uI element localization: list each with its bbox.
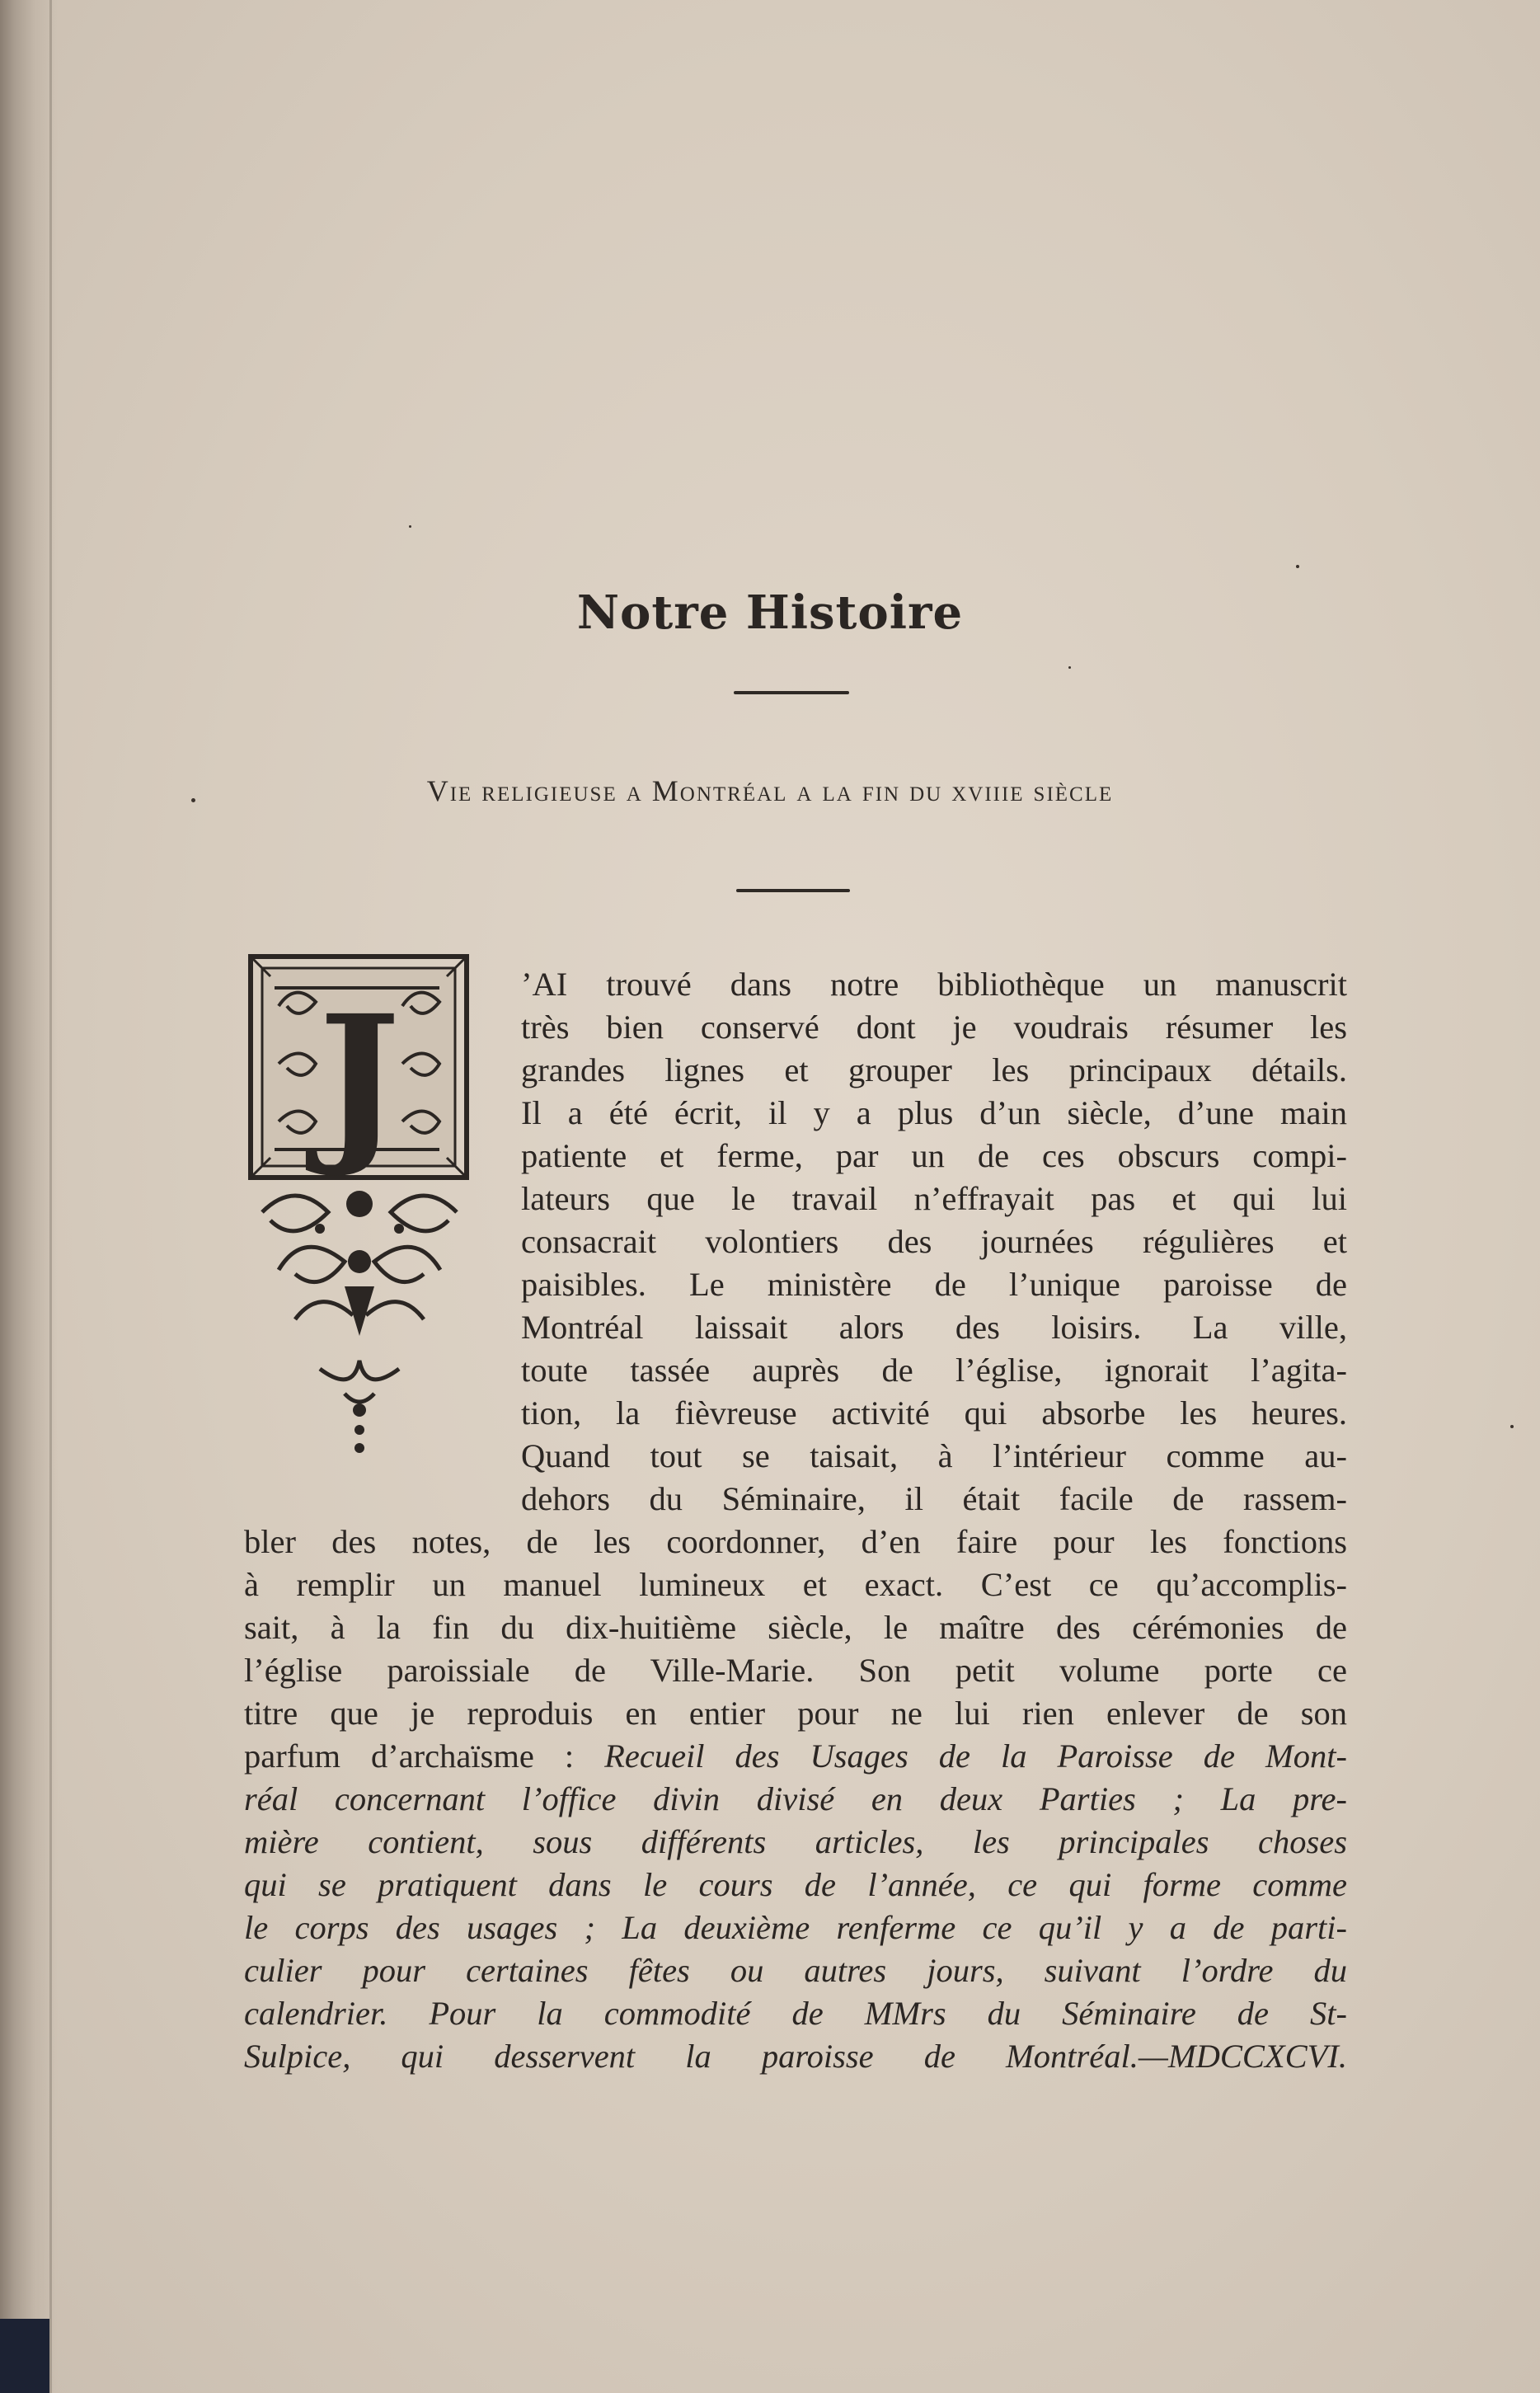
text-line: dehors du Séminaire, il était facile de rassem- (521, 1480, 1347, 1517)
page-subtitle: Vie religieuse a Montréal a la fin du xviiie siècle (426, 774, 1114, 807)
text-line: patiente et ferme, par un de ces obscurs compi- (521, 1137, 1347, 1174)
italic-segment: Recueil des Usages de la Paroisse de Mont- (604, 1737, 1347, 1775)
text-line: très bien conservé dont je voudrais résumer les (521, 1008, 1347, 1046)
title-rule (734, 691, 849, 694)
body-text (244, 963, 1347, 2101)
speck (1510, 1425, 1514, 1428)
text-line: ’AI trouvé dans notre bibliothèque un manuscrit (521, 966, 1347, 1003)
text-line-mixed (244, 1735, 1347, 1778)
text-line: titre que je reproduis en entier pour ne lui rien enlever de son (244, 1695, 1347, 1732)
text-segment: parfum d’archaïsme : (244, 1737, 605, 1775)
speck (1296, 565, 1299, 568)
text-line: Il a été écrit, il y a plus d’un siècle, d’une main (521, 1094, 1347, 1131)
text-line: paisibles. Le ministère de l’unique paroisse de (521, 1266, 1347, 1303)
text-line: Sulpice, qui desservent la paroisse de Montréal.—MDCCXCVI. (244, 2038, 1347, 2075)
text-line: le corps des usages ; La deuxième renferme ce qu’il y a de parti- (244, 1909, 1347, 1946)
text-line: toute tassée auprès de l’église, ignorait l’agita- (521, 1352, 1347, 1389)
text-line: l’église paroissiale de Ville-Marie. Son petit volume porte ce (244, 1652, 1347, 1689)
gutter-line (49, 0, 52, 2393)
page-title: Notre Histoire (576, 585, 964, 640)
speck (409, 525, 411, 528)
svg-text:J: J (318, 977, 401, 1181)
text-line: mière contient, sous différents articles, les principales choses (244, 1823, 1347, 1860)
text-line: culier pour certaines fêtes ou autres jours, suivant l’ordre du (244, 1952, 1347, 1989)
text-line: qui se pratiquent dans le cours de l’année, ce qui forme comme (244, 1866, 1347, 1903)
text-line: Quand tout se taisait, à l’intérieur comme au- (521, 1437, 1347, 1474)
subtitle-rule (736, 889, 850, 892)
text-line: bler des notes, de les coordonner, d’en faire pour les fonctions (244, 1523, 1347, 1560)
text-line: réal concernant l’office divin divisé en deux Parties ; La pre- (244, 1780, 1347, 1817)
text-line: tion, la fièvreuse activité qui absorbe les heures. (521, 1394, 1347, 1432)
text-line: Montréal laissait alors des loisirs. La ville, (521, 1309, 1347, 1346)
text-line: consacrait volontiers des journées régulières et (521, 1223, 1347, 1260)
text-line: lateurs que le travail n’effrayait pas et qui lui (521, 1180, 1347, 1217)
speck (1068, 666, 1071, 669)
text-line: calendrier. Pour la commodité de MMrs du Séminaire de St- (244, 1995, 1347, 2032)
text-line: grandes lignes et grouper les principaux détails. (521, 1051, 1347, 1088)
corner-shadow (0, 2319, 49, 2393)
text-line: sait, à la fin du dix-huitième siècle, le maître des cérémonies de (244, 1609, 1347, 1646)
text-line: à remplir un manuel lumineux et exact. C’est ce qu’accomplis- (244, 1566, 1347, 1603)
